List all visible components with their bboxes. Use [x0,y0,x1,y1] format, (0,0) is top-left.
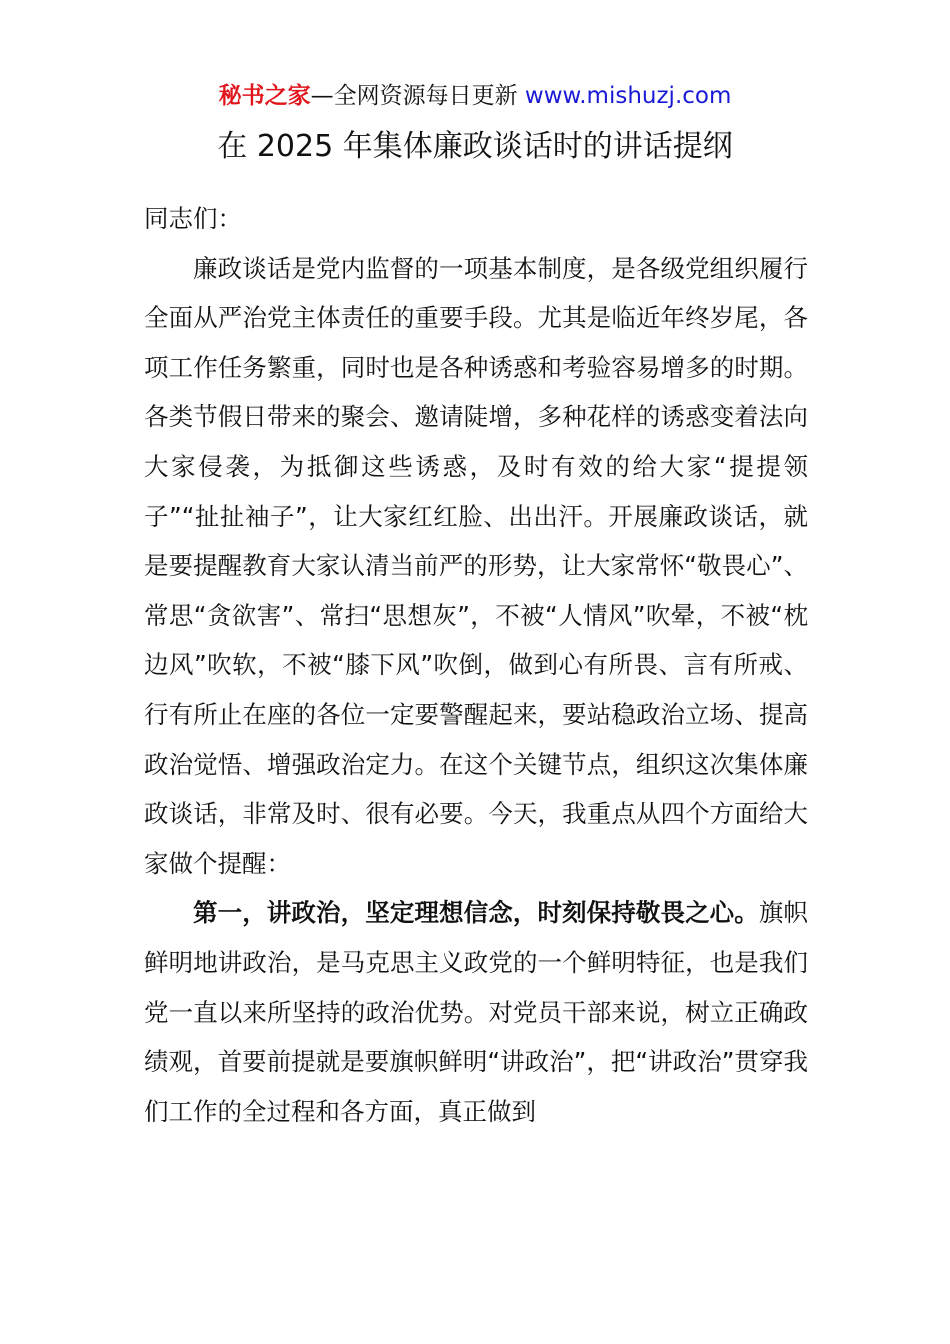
site-brand[interactable]: 秘书之家 [218,83,311,109]
paragraph-text: 旗帜鲜明地讲政治，是马克思主义政党的一个鲜明特征，也是我们党一直以来所坚持的政治优势。对党员干部来说，树立正确政绩观，首要前提就是要旗帜鲜明“讲政治”，把“讲政治”贯穿我们工作的全过程和各方面，真正做到 [144,898,809,1126]
paragraph-text: 廉政谈话是党内监督的一项基本制度，是各级党组织履行全面从严治党主体责任的重要手段。尤其是临近年终岁尾，各项工作任务繁重，同时也是各种诱惑和考验容易增多的时期。各类节假日带来的聚会、邀请陡增，多种花样的诱惑变着法向大家侵袭，为抵御这些诱惑，及时有效的给大家“提提领子”“扯扯袖子”，让大家红红脸、出出汗。开展廉政谈话，就是要提醒教育大家认清当前严的形势，让大家常怀“敬畏心”、常思“贪欲害”、常扫“思想灰”，不被“人情风”吹晕，不被“枕边风”吹软，不被“膝下风”吹倒，做到心有所畏、言有所戒、行有所止在座的各位一定要警醒起来，要站稳政治立场、提高政治觉悟、增强政治定力。在这个关键节点，组织这次集体廉政谈话，非常及时、很有必要。今天，我重点从四个方面给大家做个提醒： [144,253,808,878]
site-header [0,80,950,112]
paragraph-intro [144,244,808,889]
section-heading: 第一，讲政治，坚定理想信念，时刻保持敬畏之心。 [193,898,759,928]
document-body [144,194,808,1136]
paragraph-first-point [144,888,808,1136]
site-url-link[interactable]: www.mishuzj.com [524,83,732,109]
site-tagline: —全网资源每日更新 [310,83,518,109]
document-title: 在 2025 年集体廉政谈话时的讲话提纲 [217,129,733,164]
salutation: 同志们： [144,204,242,233]
